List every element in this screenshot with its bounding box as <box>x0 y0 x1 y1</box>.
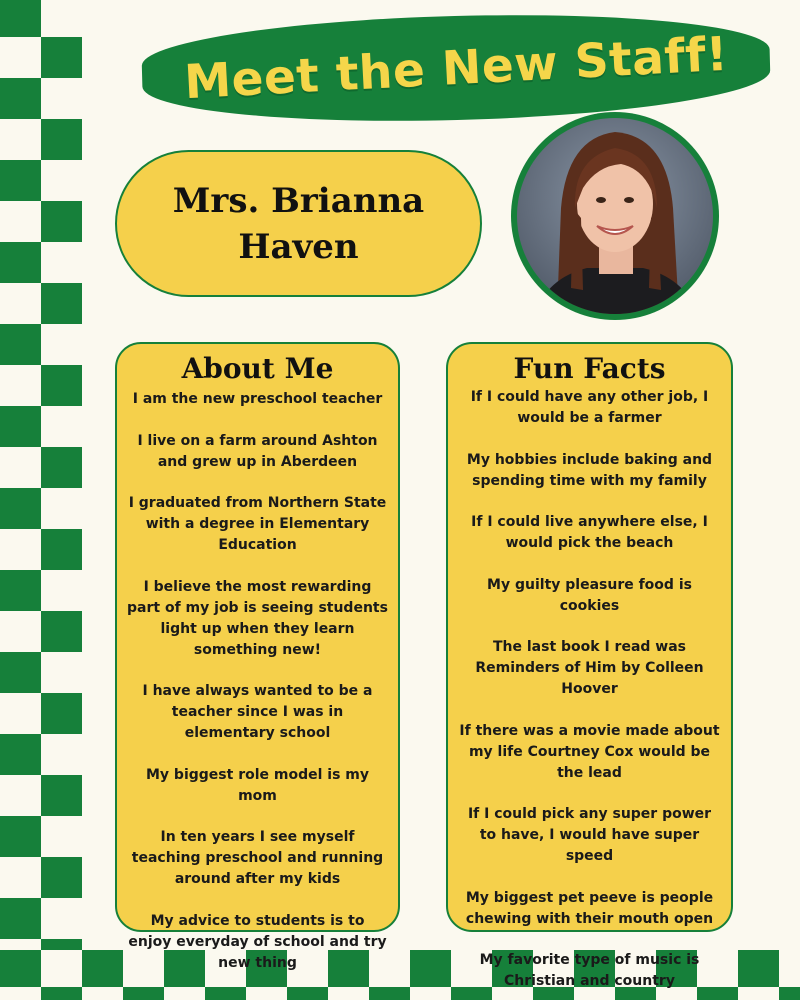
fun-fact-item: If I could pick any super power to have, I would have super speed <box>467 806 712 864</box>
name-plate <box>115 150 482 297</box>
fun-facts-card <box>446 342 733 989</box>
about-me-item: My advice to students is to enjoy everyday of school and try new thing <box>128 912 387 971</box>
about-me-title: About Me <box>181 352 334 385</box>
about-me-item: I believe the most rewarding part of my job is seeing students light up when they learn something new! <box>127 578 388 658</box>
about-me-item: I am the new preschool teacher <box>132 391 383 407</box>
portrait-frame <box>511 112 719 320</box>
staff-name: Mrs. Brianna Haven <box>172 180 425 267</box>
about-me-item: My biggest role model is my mom <box>146 766 369 804</box>
about-me-item: I have always wanted to be a teacher since I was in elementary school <box>142 683 373 741</box>
fun-fact-item: If there was a movie made about my life Courtney Cox would be the lead <box>459 722 720 781</box>
fun-fact-item: If I could have any other job, I would be a farmer <box>470 389 709 426</box>
fun-facts-list <box>448 387 731 992</box>
fun-fact-item: My favorite type of music is Christian and country <box>479 952 700 989</box>
fun-fact-item: My biggest pet peeve is people chewing with their mouth open <box>465 889 714 927</box>
title-banner <box>141 8 772 128</box>
portrait-illustration <box>517 118 713 314</box>
about-me-list <box>117 389 398 974</box>
fun-fact-item: My guilty pleasure food is cookies <box>487 576 692 614</box>
fun-fact-item: The last book I read was Reminders of Him by Colleen Hoover <box>475 639 704 697</box>
checkerboard-border-left <box>0 0 82 1000</box>
fun-fact-item: If I could live anywhere else, I would pick the beach <box>471 514 708 551</box>
fun-fact-item: My hobbies include baking and spending time with my family <box>466 451 713 489</box>
about-me-item: I live on a farm around Ashton and grew up in Aberdeen <box>137 432 378 470</box>
staff-portrait-photo <box>517 118 713 314</box>
page-title: Meet the New Staff! <box>182 26 730 110</box>
about-me-item: In ten years I see myself teaching preschool and running around after my kids <box>131 829 384 887</box>
about-me-item: I graduated from Northern State with a degree in Elementary Education <box>128 495 387 553</box>
fun-facts-title: Fun Facts <box>513 352 666 385</box>
about-me-card <box>115 342 400 971</box>
